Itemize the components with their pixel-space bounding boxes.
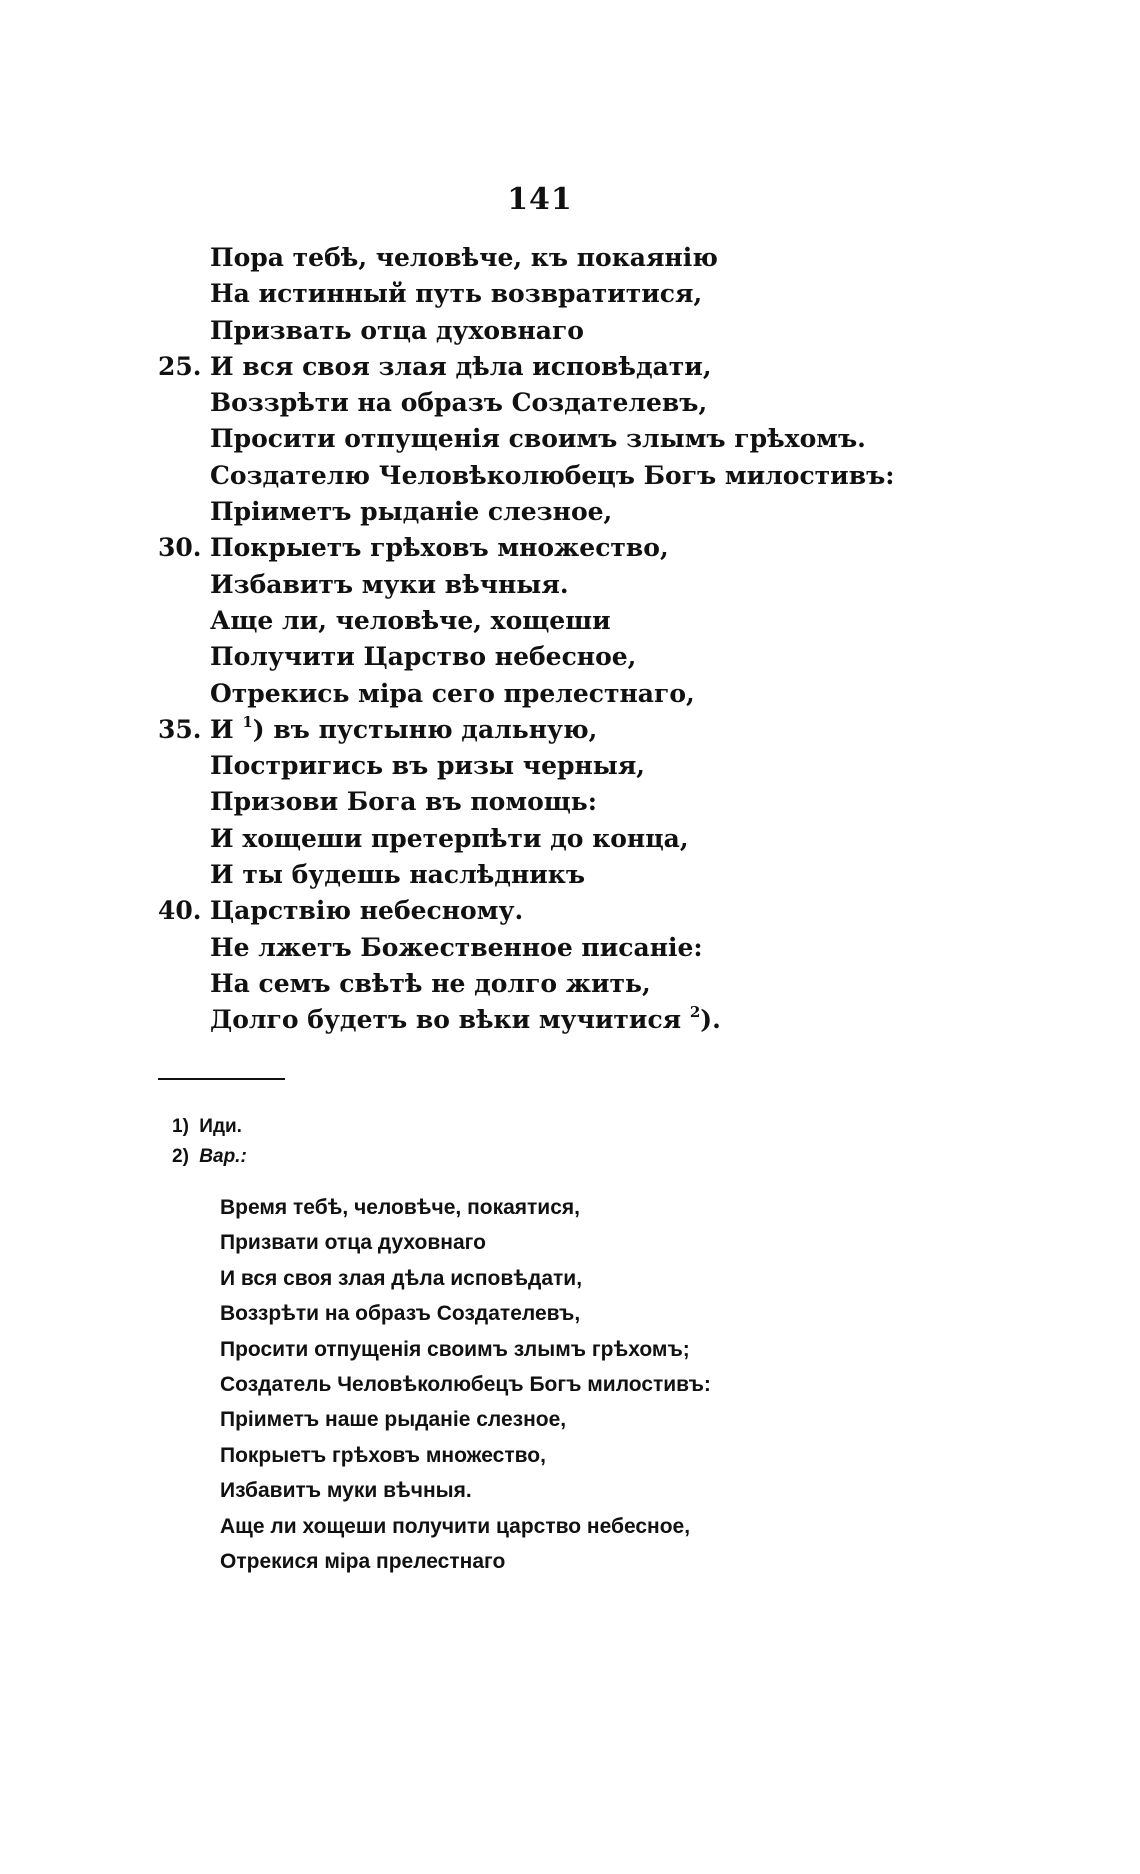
- verse-line: [158, 930, 958, 966]
- verse-line: [158, 893, 958, 929]
- variant-line: Воззрѣти на образъ Создателевъ,: [220, 1302, 581, 1326]
- variant-line: Избавитъ муки вѣчныя.: [220, 1479, 472, 1503]
- verse-text: [210, 494, 612, 530]
- verse-text: [210, 966, 651, 1002]
- verse-text: [210, 748, 645, 784]
- footnote-ref: 2: [689, 1003, 701, 1022]
- verse-text-main: Постригись въ ризы черныя,: [210, 751, 645, 781]
- verse-text-main: Пріиметъ рыданіе слезное,: [210, 497, 613, 527]
- verse-text: [210, 567, 569, 603]
- verse-text-main: Не лжетъ Божественное писаніе:: [210, 932, 703, 962]
- verse-text: [210, 240, 718, 276]
- verse-text: [210, 639, 636, 675]
- verse-block: [158, 240, 958, 1039]
- verse-text: [210, 857, 585, 893]
- verse-text: [210, 276, 702, 312]
- verse-text-main: Пора тебѣ, человѣче, къ покаянію: [210, 243, 718, 272]
- footnote-2: [172, 1142, 872, 1172]
- verse-text: [210, 821, 689, 857]
- verse-text: [210, 676, 695, 712]
- verse-line: [158, 712, 958, 748]
- verse-line: [158, 1002, 958, 1038]
- verse-line: [158, 313, 958, 349]
- variant-line: Пріиметъ наше рыданіе слезное,: [220, 1408, 567, 1432]
- verse-text: [210, 930, 703, 966]
- line-number: 35.: [158, 714, 202, 744]
- verse-text-main: И вся своя злая дѣла исповѣдати,: [210, 351, 712, 381]
- verse-line: [158, 603, 958, 639]
- footnote-ref: 1: [242, 712, 253, 731]
- verse-text: [210, 349, 712, 385]
- verse-line: [158, 385, 958, 421]
- footnote-mark: 1): [172, 1116, 189, 1137]
- variant-line: Создатель Человѣколюбецъ Богъ милостивъ:: [220, 1372, 711, 1396]
- footnote-1: [172, 1112, 872, 1142]
- verse-text: [210, 385, 707, 421]
- variant-line: Покрыетъ грѣховъ множество,: [220, 1443, 546, 1467]
- verse-line: [158, 821, 958, 857]
- verse-line: [158, 784, 958, 820]
- verse-text: [210, 458, 895, 494]
- verse-text: [210, 784, 597, 820]
- verse-text: [210, 893, 523, 929]
- variant-line: Аще ли хощеши получити царство небесное,: [220, 1514, 691, 1538]
- page-number: 141: [507, 182, 573, 217]
- verse-line: [158, 421, 958, 457]
- verse-line: [158, 857, 958, 893]
- verse-text-main: На семъ свѣтѣ не долго жить,: [210, 968, 651, 998]
- verse-line: [158, 458, 958, 494]
- verse-text-after: ) въ пустыню дальную,: [252, 714, 598, 744]
- footnote-text: Вар.:: [199, 1146, 247, 1167]
- verse-line: [158, 966, 958, 1002]
- verse-text-main: Аще ли, человѣче, хощеши: [210, 605, 611, 635]
- footnote-divider: [158, 1078, 285, 1080]
- verse-line: [158, 748, 958, 784]
- variant-line: И вся своя злая дѣла исповѣдати,: [220, 1266, 583, 1290]
- verse-line: [158, 639, 958, 675]
- line-number: 30.: [158, 533, 202, 563]
- verse-text-main: На истинный путь возвратитися,: [210, 279, 703, 309]
- variant-block: [220, 1190, 920, 1579]
- verse-text-main: Создателю Человѣколюбецъ Богъ милостивъ:: [210, 460, 895, 490]
- verse-line: [158, 494, 958, 530]
- verse-text: [210, 530, 669, 566]
- verse-text-main: И ты будешь наслѣдникъ: [210, 860, 586, 890]
- line-number: 40.: [158, 896, 202, 926]
- verse-line: [158, 530, 958, 566]
- verse-text-main: Воззрѣти на образъ Создателевъ,: [210, 388, 708, 418]
- verse-text-main: Царствію небесному.: [210, 896, 524, 926]
- verse-text-after: ).: [700, 1005, 721, 1035]
- line-number: 25.: [158, 351, 202, 381]
- verse-text-main: Долго будетъ во вѣки мучитися: [210, 1005, 682, 1035]
- verse-text-main: И хощеши претерпѣти до конца,: [210, 823, 689, 853]
- footnote-mark: 2): [172, 1146, 189, 1167]
- verse-line: [158, 240, 958, 276]
- verse-text: [210, 313, 584, 349]
- verse-text: [210, 603, 611, 639]
- verse-text: [210, 712, 597, 748]
- footnotes: [172, 1112, 872, 1172]
- verse-text-main: Избавитъ муки вѣчныя.: [210, 569, 569, 599]
- variant-line: Время тебѣ, человѣче, покаятися,: [220, 1196, 580, 1219]
- verse-text: [210, 1002, 721, 1038]
- verse-text-main: Получити Царство небесное,: [210, 642, 637, 672]
- verse-text-main: Просити отпущенія своимъ злымъ грѣхомъ.: [210, 424, 866, 454]
- verse-text-main: Отрекись міра сего прелестнаго,: [210, 678, 695, 708]
- verse-line: [158, 567, 958, 603]
- verse-line: [158, 676, 958, 712]
- verse-line: [158, 349, 958, 385]
- verse-text-main: И: [210, 714, 234, 744]
- variant-line: Призвати отца духовнаго: [220, 1231, 486, 1255]
- variant-line: Отрекися міра прелестнаго: [220, 1549, 506, 1573]
- verse-text-main: Покрыетъ грѣховъ множество,: [210, 533, 669, 563]
- verse-text: [210, 421, 866, 457]
- footnote-text: Иди.: [199, 1116, 242, 1137]
- verse-text-main: Призови Бога въ помощь:: [210, 787, 597, 817]
- verse-text-main: Призвать отца духовнаго: [210, 315, 584, 345]
- variant-line: Просити отпущенія своимъ злымъ грѣхомъ;: [220, 1337, 690, 1361]
- verse-line: [158, 276, 958, 312]
